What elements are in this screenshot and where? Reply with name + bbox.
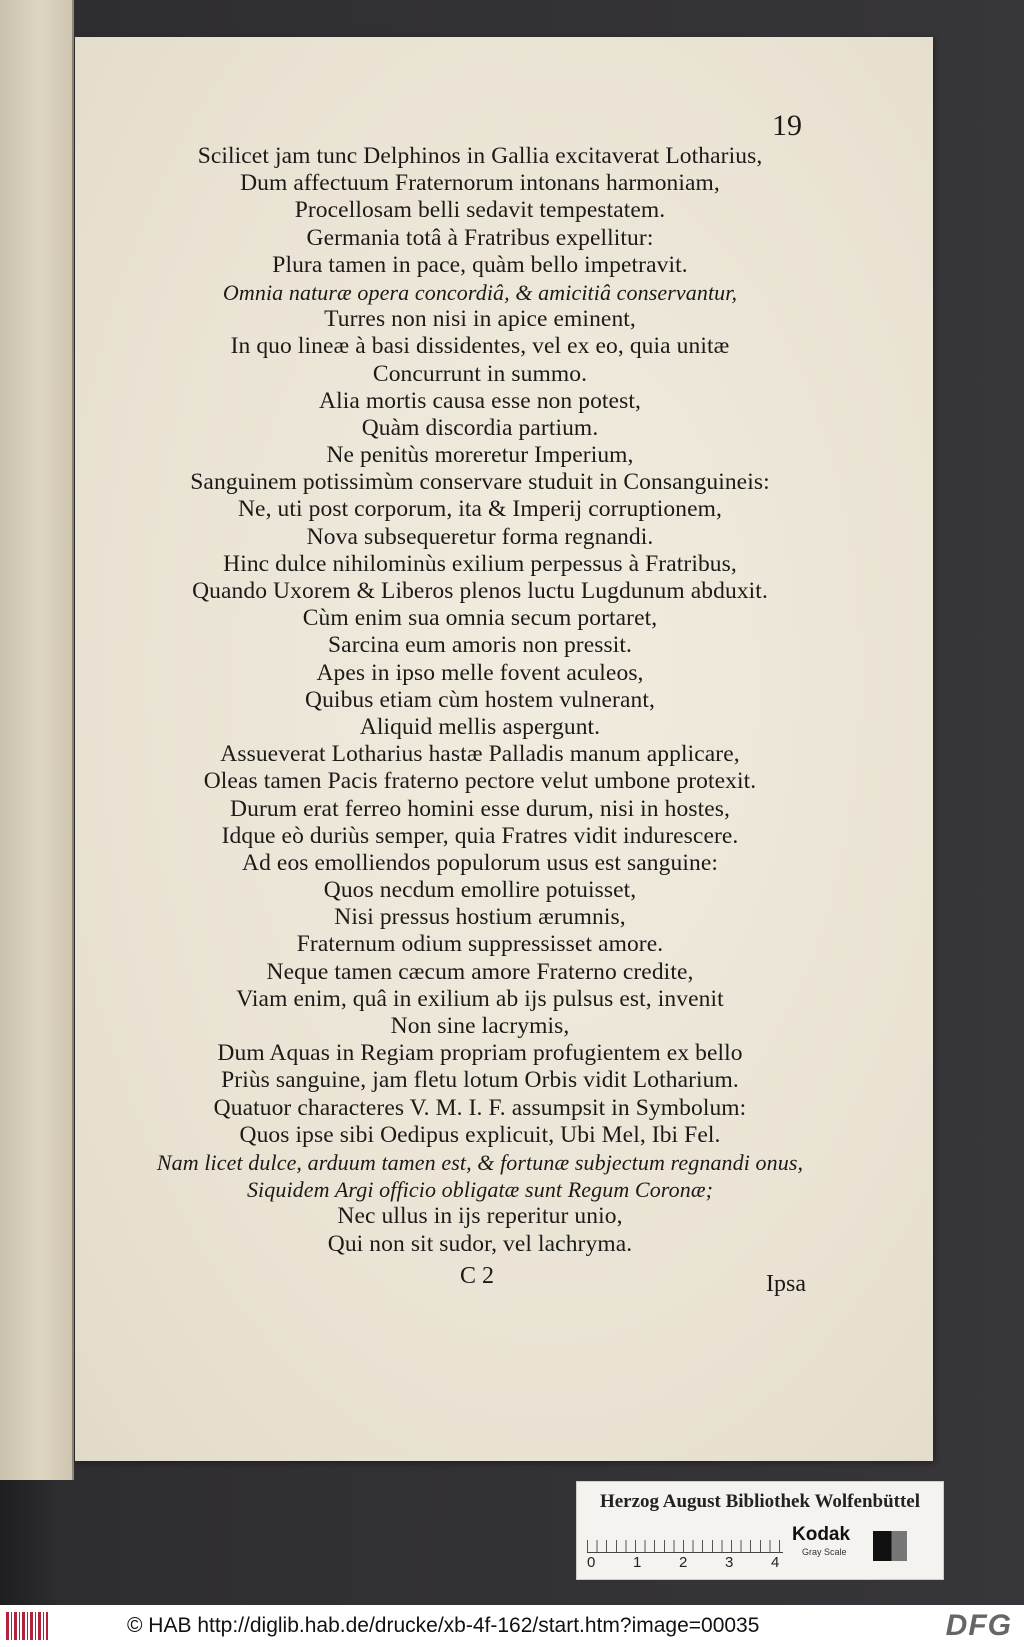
text-line: Dum affectuum Fraternorum intonans harmoniam, (240, 170, 720, 197)
text-line: In quo lineæ à basi dissidentes, vel ex eo, quia unitæ (230, 333, 730, 360)
text-line: Idque eò duriùs semper, quia Fratres vidit indurescere. (221, 822, 739, 849)
text-line: Sarcina eum amoris non pressit. (328, 632, 632, 659)
adjacent-page-edge (0, 0, 74, 1480)
gray-swatch (873, 1531, 907, 1561)
text-line: Hinc dulce nihilominùs exilium perpessus à Fratribus, (223, 550, 737, 577)
text-line: Fraternum odium suppressisset amore. (296, 931, 664, 958)
text-line: Ne penitùs moreretur Imperium, (326, 442, 634, 469)
text-line: Viam enim, quâ in exilium ab ijs pulsus est, invenit (236, 985, 724, 1012)
footer-bar (0, 1605, 1024, 1647)
text-line: Concurrunt in summo. (372, 360, 588, 387)
text-line: Quatuor characteres V. M. I. F. assumpsit in Symbolum: (213, 1094, 747, 1121)
library-name: Herzog August Bibliothek Wolfenbüttel (599, 1491, 921, 1512)
text-line: Quibus etiam cùm hostem vulnerant, (305, 686, 655, 713)
text-line: Germania totâ à Fratribus expellitur: (306, 224, 654, 251)
text-line: Omnia naturæ opera concordiâ, & amicitiâ conservantur, (222, 279, 738, 305)
text-line: Alia mortis causa esse non potest, (319, 387, 641, 414)
text-line: Ad eos emolliendos populorum usus est sanguine: (242, 849, 718, 876)
text-line: Plura tamen in pace, quàm bello impetravit. (272, 251, 688, 278)
ruler (587, 1526, 783, 1553)
ruler-number: 3 (725, 1554, 734, 1571)
scale-card (576, 1481, 944, 1580)
text-line: Cùm enim sua omnia secum portaret, (302, 605, 658, 632)
text-line: Durum erat ferreo homini esse durum, nisi in hostes, (230, 795, 730, 822)
ruler-number: 0 (587, 1554, 596, 1571)
signature-mark: C 2 (460, 1263, 495, 1289)
kodak-logo: Kodak (792, 1524, 851, 1545)
ruler-numbers (587, 1554, 797, 1574)
text-line: Priùs sanguine, jam fletu lotum Orbis vidit Lotharium. (221, 1067, 739, 1094)
text-line: Sanguinem potissimùm conservare studuit in Consanguineis: (190, 469, 770, 496)
ruler-number: 2 (679, 1554, 688, 1571)
ruler-number: 1 (633, 1554, 642, 1571)
text-line: Turres non nisi in apice eminent, (324, 306, 636, 333)
text-line: Aliquid mellis aspergunt. (359, 713, 601, 740)
text-line: Nec ullus in ijs reperitur unio, (337, 1203, 623, 1230)
text-line: Dum Aquas in Regiam propriam profugientem ex bello (217, 1040, 743, 1067)
text-line: Quàm discordia partium. (361, 414, 599, 441)
text-line: Nam licet dulce, arduum tamen est, & fortunæ subjectum regnandi onus, (156, 1149, 804, 1175)
text-line: Qui non sit sudor, vel lachryma. (327, 1230, 633, 1257)
text-line: Oleas tamen Pacis fraterno pectore velut umbone protexit. (203, 768, 757, 795)
page-text-block (80, 143, 880, 1258)
ruler-number: 4 (771, 1554, 780, 1571)
gray-scale-label: Gray Scale (802, 1547, 847, 1557)
text-line: Apes in ipso melle fovent aculeos, (316, 659, 644, 686)
text-line: Nova subsequeretur forma regnandi. (306, 523, 654, 550)
text-line: Quos necdum emollire potuisset, (323, 877, 637, 904)
text-line: Quando Uxorem & Liberos plenos luctu Lugdunum abduxit. (192, 578, 768, 604)
text-line: Ne, uti post corporum, ita & Imperij corruptionem, (237, 496, 723, 523)
text-line: Siquidem Argi officio obligatæ sunt Regum Coronæ; (246, 1177, 714, 1203)
catchword: Ipsa (766, 1271, 806, 1297)
text-line: Assueverat Lotharius hastæ Palladis manum applicare, (220, 741, 740, 768)
hab-barcode-icon (6, 1612, 48, 1640)
text-line: Nisi pressus hostium ærumnis, (334, 904, 626, 931)
text-line: Quos ipse sibi Oedipus explicuit, Ubi Mel, Ibi Fel. (239, 1121, 721, 1148)
footer-citation[interactable]: © HAB http://diglib.hab.de/drucke/xb-4f-162/start.htm?image=00035 (127, 1614, 760, 1637)
text-line: Scilicet jam tunc Delphinos in Gallia excitaverat Lotharius, (197, 143, 763, 169)
page-number: 19 (772, 109, 802, 142)
text-line: Procellosam belli sedavit tempestatem. (294, 197, 666, 224)
text-line: Neque tamen cæcum amore Fraterno credite, (266, 958, 694, 985)
dfg-logo: DFG (945, 1609, 1012, 1642)
text-line: Non sine lacrymis, (390, 1013, 570, 1039)
